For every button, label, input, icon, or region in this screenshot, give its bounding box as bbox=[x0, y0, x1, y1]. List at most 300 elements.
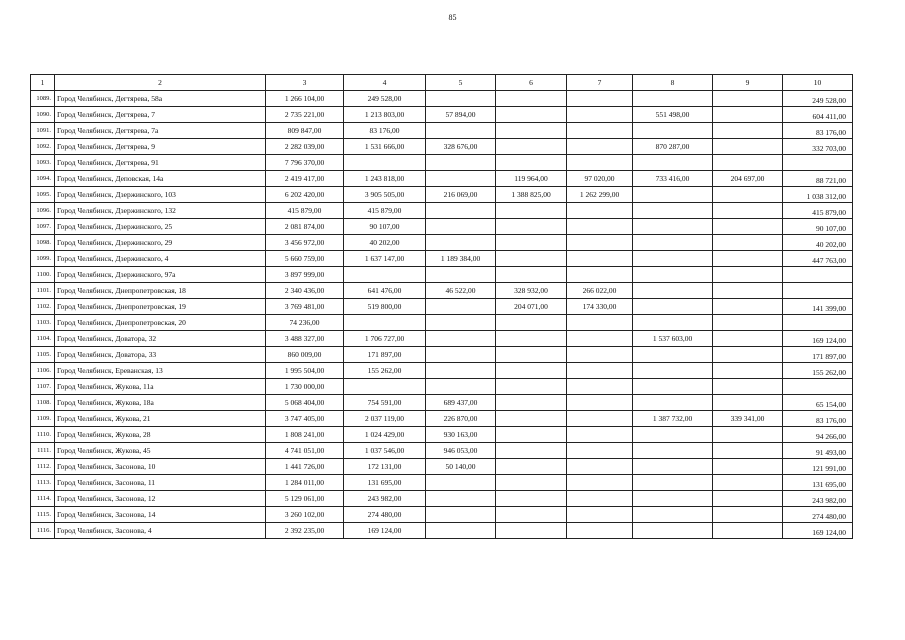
col-8-cell: 551 498,00 bbox=[633, 107, 713, 123]
col-4-cell: 155 262,00 bbox=[344, 363, 426, 379]
col-8-cell bbox=[633, 363, 713, 379]
col-4-cell: 1 706 727,00 bbox=[344, 331, 426, 347]
col-4-cell: 83 176,00 bbox=[344, 123, 426, 139]
col-10-cell: 121 991,00 bbox=[783, 459, 853, 475]
col-7-cell bbox=[567, 331, 633, 347]
col-6-cell: 119 964,00 bbox=[496, 171, 567, 187]
col-10-cell: 447 763,00 bbox=[783, 251, 853, 267]
col-9-cell bbox=[713, 203, 783, 219]
table-row bbox=[31, 251, 853, 267]
col-4-cell: 415 879,00 bbox=[344, 203, 426, 219]
col-6-cell: 1 388 825,00 bbox=[496, 187, 567, 203]
col-10-cell bbox=[783, 267, 853, 283]
col-5-cell bbox=[426, 219, 496, 235]
table-row bbox=[31, 363, 853, 379]
col-7-cell bbox=[567, 107, 633, 123]
col-5-cell bbox=[426, 379, 496, 395]
row-number: 1101. bbox=[31, 283, 55, 299]
col-8-cell bbox=[633, 267, 713, 283]
col-9-cell bbox=[713, 395, 783, 411]
col-8-cell bbox=[633, 443, 713, 459]
col-3-cell: 3 747 405,00 bbox=[266, 411, 344, 427]
col-8-cell: 1 537 603,00 bbox=[633, 331, 713, 347]
col-4-cell: 40 202,00 bbox=[344, 235, 426, 251]
col-8-cell bbox=[633, 219, 713, 235]
col-6-cell bbox=[496, 251, 567, 267]
col-7-cell: 97 020,00 bbox=[567, 171, 633, 187]
col-7-cell bbox=[567, 523, 633, 539]
col-5-cell bbox=[426, 171, 496, 187]
col-3-cell: 2 340 436,00 bbox=[266, 283, 344, 299]
column-header: 5 bbox=[426, 75, 496, 91]
col-5-cell bbox=[426, 235, 496, 251]
col-7-cell bbox=[567, 203, 633, 219]
row-number: 1116. bbox=[31, 523, 55, 539]
col-5-cell bbox=[426, 267, 496, 283]
col-8-cell bbox=[633, 507, 713, 523]
row-number: 1107. bbox=[31, 379, 55, 395]
col-4-cell: 3 905 505,00 bbox=[344, 187, 426, 203]
column-header: 1 bbox=[31, 75, 55, 91]
col-10-cell: 40 202,00 bbox=[783, 235, 853, 251]
address-cell: Город Челябинск, Доватора, 32 bbox=[55, 331, 266, 347]
address-cell: Город Челябинск, Дегтярева, 91 bbox=[55, 155, 266, 171]
col-6-cell bbox=[496, 219, 567, 235]
address-cell: Город Челябинск, Жукова, 21 bbox=[55, 411, 266, 427]
col-10-cell: 155 262,00 bbox=[783, 363, 853, 379]
col-4-cell: 519 800,00 bbox=[344, 299, 426, 315]
row-number: 1115. bbox=[31, 507, 55, 523]
col-10-cell: 249 528,00 bbox=[783, 91, 853, 107]
col-8-cell bbox=[633, 187, 713, 203]
col-8-cell bbox=[633, 283, 713, 299]
address-cell: Город Челябинск, Засонова, 4 bbox=[55, 523, 266, 539]
col-4-cell: 1 213 803,00 bbox=[344, 107, 426, 123]
col-5-cell: 216 069,00 bbox=[426, 187, 496, 203]
table-row bbox=[31, 427, 853, 443]
col-3-cell: 1 284 011,00 bbox=[266, 475, 344, 491]
row-number: 1102. bbox=[31, 299, 55, 315]
table-row bbox=[31, 347, 853, 363]
col-8-cell bbox=[633, 427, 713, 443]
col-6-cell bbox=[496, 91, 567, 107]
address-cell: Город Челябинск, Днепропетровская, 19 bbox=[55, 299, 266, 315]
table-body bbox=[31, 91, 853, 539]
col-7-cell bbox=[567, 123, 633, 139]
table-row bbox=[31, 379, 853, 395]
table-row bbox=[31, 315, 853, 331]
row-number: 1089. bbox=[31, 91, 55, 107]
col-5-cell: 930 163,00 bbox=[426, 427, 496, 443]
row-number: 1105. bbox=[31, 347, 55, 363]
col-7-cell: 266 022,00 bbox=[567, 283, 633, 299]
row-number: 1114. bbox=[31, 491, 55, 507]
address-cell: Город Челябинск, Дзержинского, 4 bbox=[55, 251, 266, 267]
address-cell: Город Челябинск, Засонова, 10 bbox=[55, 459, 266, 475]
col-5-cell: 1 189 384,00 bbox=[426, 251, 496, 267]
col-4-cell: 1 037 546,00 bbox=[344, 443, 426, 459]
col-6-cell bbox=[496, 155, 567, 171]
col-6-cell bbox=[496, 395, 567, 411]
col-7-cell bbox=[567, 315, 633, 331]
col-5-cell bbox=[426, 315, 496, 331]
col-4-cell bbox=[344, 379, 426, 395]
col-5-cell bbox=[426, 363, 496, 379]
col-10-cell: 169 124,00 bbox=[783, 523, 853, 539]
row-number: 1092. bbox=[31, 139, 55, 155]
col-4-cell: 90 107,00 bbox=[344, 219, 426, 235]
col-7-cell bbox=[567, 363, 633, 379]
table-row bbox=[31, 331, 853, 347]
address-cell: Город Челябинск, Дзержинского, 97а bbox=[55, 267, 266, 283]
col-9-cell bbox=[713, 139, 783, 155]
col-7-cell bbox=[567, 219, 633, 235]
row-number: 1096. bbox=[31, 203, 55, 219]
col-9-cell bbox=[713, 363, 783, 379]
col-9-cell bbox=[713, 107, 783, 123]
table-row bbox=[31, 267, 853, 283]
col-10-cell bbox=[783, 283, 853, 299]
col-6-cell bbox=[496, 347, 567, 363]
col-8-cell bbox=[633, 251, 713, 267]
col-4-cell: 274 480,00 bbox=[344, 507, 426, 523]
col-9-cell bbox=[713, 219, 783, 235]
col-4-cell bbox=[344, 315, 426, 331]
col-8-cell bbox=[633, 347, 713, 363]
address-cell: Город Челябинск, Дзержинского, 132 bbox=[55, 203, 266, 219]
col-3-cell: 1 995 504,00 bbox=[266, 363, 344, 379]
col-4-cell: 1 531 666,00 bbox=[344, 139, 426, 155]
col-6-cell: 328 932,00 bbox=[496, 283, 567, 299]
address-cell: Город Челябинск, Жукова, 18а bbox=[55, 395, 266, 411]
col-9-cell bbox=[713, 379, 783, 395]
col-8-cell bbox=[633, 523, 713, 539]
address-cell: Город Челябинск, Засонова, 14 bbox=[55, 507, 266, 523]
row-number: 1103. bbox=[31, 315, 55, 331]
col-6-cell bbox=[496, 363, 567, 379]
col-6-cell bbox=[496, 203, 567, 219]
col-9-cell bbox=[713, 491, 783, 507]
row-number: 1100. bbox=[31, 267, 55, 283]
col-9-cell bbox=[713, 475, 783, 491]
row-number: 1098. bbox=[31, 235, 55, 251]
row-number: 1109. bbox=[31, 411, 55, 427]
col-3-cell: 2 081 874,00 bbox=[266, 219, 344, 235]
col-4-cell: 1 243 818,00 bbox=[344, 171, 426, 187]
col-10-cell: 83 176,00 bbox=[783, 123, 853, 139]
row-number: 1111. bbox=[31, 443, 55, 459]
col-10-cell: 1 038 312,00 bbox=[783, 187, 853, 203]
col-3-cell: 2 392 235,00 bbox=[266, 523, 344, 539]
col-10-cell: 243 982,00 bbox=[783, 491, 853, 507]
col-9-cell bbox=[713, 427, 783, 443]
col-5-cell bbox=[426, 91, 496, 107]
col-8-cell bbox=[633, 155, 713, 171]
address-cell: Город Челябинск, Дегтярева, 58а bbox=[55, 91, 266, 107]
col-8-cell: 1 387 732,00 bbox=[633, 411, 713, 427]
col-6-cell bbox=[496, 379, 567, 395]
col-9-cell bbox=[713, 155, 783, 171]
col-5-cell: 946 053,00 bbox=[426, 443, 496, 459]
col-3-cell: 2 419 417,00 bbox=[266, 171, 344, 187]
col-10-cell: 94 266,00 bbox=[783, 427, 853, 443]
col-9-cell bbox=[713, 347, 783, 363]
row-number: 1113. bbox=[31, 475, 55, 491]
col-6-cell bbox=[496, 411, 567, 427]
col-9-cell bbox=[713, 331, 783, 347]
column-header: 4 bbox=[344, 75, 426, 91]
col-7-cell bbox=[567, 267, 633, 283]
table-row bbox=[31, 155, 853, 171]
address-cell: Город Челябинск, Жукова, 28 bbox=[55, 427, 266, 443]
col-8-cell: 870 287,00 bbox=[633, 139, 713, 155]
col-9-cell bbox=[713, 507, 783, 523]
col-6-cell bbox=[496, 331, 567, 347]
col-6-cell: 204 071,00 bbox=[496, 299, 567, 315]
col-6-cell bbox=[496, 123, 567, 139]
col-3-cell: 3 260 102,00 bbox=[266, 507, 344, 523]
col-3-cell: 1 266 104,00 bbox=[266, 91, 344, 107]
col-5-cell: 57 894,00 bbox=[426, 107, 496, 123]
table-row bbox=[31, 475, 853, 491]
col-3-cell: 7 796 370,00 bbox=[266, 155, 344, 171]
page-number: 85 bbox=[448, 13, 457, 22]
col-3-cell: 2 735 221,00 bbox=[266, 107, 344, 123]
col-4-cell bbox=[344, 267, 426, 283]
table-row bbox=[31, 139, 853, 155]
address-cell: Город Челябинск, Дзержинского, 29 bbox=[55, 235, 266, 251]
table-row bbox=[31, 219, 853, 235]
address-cell: Город Челябинск, Дзержинского, 25 bbox=[55, 219, 266, 235]
row-number: 1091. bbox=[31, 123, 55, 139]
col-3-cell: 74 236,00 bbox=[266, 315, 344, 331]
col-10-cell: 91 493,00 bbox=[783, 443, 853, 459]
col-7-cell bbox=[567, 459, 633, 475]
col-4-cell bbox=[344, 155, 426, 171]
col-3-cell: 809 847,00 bbox=[266, 123, 344, 139]
col-7-cell bbox=[567, 411, 633, 427]
col-7-cell: 1 262 299,00 bbox=[567, 187, 633, 203]
col-6-cell bbox=[496, 427, 567, 443]
col-10-cell bbox=[783, 315, 853, 331]
col-4-cell: 169 124,00 bbox=[344, 523, 426, 539]
col-6-cell bbox=[496, 267, 567, 283]
col-9-cell bbox=[713, 251, 783, 267]
row-number: 1097. bbox=[31, 219, 55, 235]
row-number: 1112. bbox=[31, 459, 55, 475]
col-10-cell bbox=[783, 155, 853, 171]
col-9-cell bbox=[713, 187, 783, 203]
table-row bbox=[31, 395, 853, 411]
col-10-cell: 88 721,00 bbox=[783, 171, 853, 187]
table-row bbox=[31, 235, 853, 251]
col-7-cell bbox=[567, 91, 633, 107]
row-number: 1095. bbox=[31, 187, 55, 203]
col-5-cell: 226 870,00 bbox=[426, 411, 496, 427]
address-cell: Город Челябинск, Ереванская, 13 bbox=[55, 363, 266, 379]
col-3-cell: 1 730 000,00 bbox=[266, 379, 344, 395]
col-3-cell: 5 129 061,00 bbox=[266, 491, 344, 507]
table-row bbox=[31, 91, 853, 107]
column-header: 8 bbox=[633, 75, 713, 91]
col-3-cell: 1 808 241,00 bbox=[266, 427, 344, 443]
col-3-cell: 5 660 759,00 bbox=[266, 251, 344, 267]
row-number: 1090. bbox=[31, 107, 55, 123]
col-5-cell bbox=[426, 123, 496, 139]
col-7-cell bbox=[567, 139, 633, 155]
column-header: 7 bbox=[567, 75, 633, 91]
col-6-cell bbox=[496, 475, 567, 491]
address-cell: Город Челябинск, Засонова, 12 bbox=[55, 491, 266, 507]
col-7-cell: 174 330,00 bbox=[567, 299, 633, 315]
col-10-cell: 83 176,00 bbox=[783, 411, 853, 427]
address-cell: Город Челябинск, Днепропетровская, 18 bbox=[55, 283, 266, 299]
col-8-cell bbox=[633, 91, 713, 107]
column-header: 2 bbox=[55, 75, 266, 91]
col-8-cell bbox=[633, 203, 713, 219]
col-9-cell: 204 697,00 bbox=[713, 171, 783, 187]
col-3-cell: 860 009,00 bbox=[266, 347, 344, 363]
col-5-cell bbox=[426, 491, 496, 507]
col-3-cell: 3 769 481,00 bbox=[266, 299, 344, 315]
col-5-cell bbox=[426, 331, 496, 347]
col-4-cell: 1 024 429,00 bbox=[344, 427, 426, 443]
col-5-cell: 328 676,00 bbox=[426, 139, 496, 155]
col-6-cell bbox=[496, 459, 567, 475]
col-6-cell bbox=[496, 315, 567, 331]
col-4-cell: 2 037 119,00 bbox=[344, 411, 426, 427]
column-header: 9 bbox=[713, 75, 783, 91]
col-3-cell: 415 879,00 bbox=[266, 203, 344, 219]
col-9-cell bbox=[713, 443, 783, 459]
col-7-cell bbox=[567, 443, 633, 459]
col-7-cell bbox=[567, 427, 633, 443]
col-3-cell: 3 488 327,00 bbox=[266, 331, 344, 347]
col-3-cell: 6 202 420,00 bbox=[266, 187, 344, 203]
table-row bbox=[31, 187, 853, 203]
table-row bbox=[31, 443, 853, 459]
col-5-cell bbox=[426, 347, 496, 363]
col-7-cell bbox=[567, 251, 633, 267]
col-7-cell bbox=[567, 379, 633, 395]
col-5-cell bbox=[426, 155, 496, 171]
row-number: 1108. bbox=[31, 395, 55, 411]
col-8-cell: 733 416,00 bbox=[633, 171, 713, 187]
row-number: 1093. bbox=[31, 155, 55, 171]
col-10-cell: 169 124,00 bbox=[783, 331, 853, 347]
table-row bbox=[31, 283, 853, 299]
col-10-cell: 274 480,00 bbox=[783, 507, 853, 523]
col-10-cell: 171 897,00 bbox=[783, 347, 853, 363]
col-7-cell bbox=[567, 155, 633, 171]
col-8-cell bbox=[633, 123, 713, 139]
col-9-cell bbox=[713, 459, 783, 475]
col-5-cell bbox=[426, 203, 496, 219]
col-5-cell bbox=[426, 523, 496, 539]
col-8-cell bbox=[633, 395, 713, 411]
col-6-cell bbox=[496, 107, 567, 123]
col-3-cell: 5 068 404,00 bbox=[266, 395, 344, 411]
col-9-cell: 339 341,00 bbox=[713, 411, 783, 427]
col-4-cell: 754 591,00 bbox=[344, 395, 426, 411]
table-row bbox=[31, 203, 853, 219]
column-header: 10 bbox=[783, 75, 853, 91]
col-9-cell bbox=[713, 235, 783, 251]
table-row bbox=[31, 491, 853, 507]
col-10-cell: 131 695,00 bbox=[783, 475, 853, 491]
col-7-cell bbox=[567, 475, 633, 491]
col-9-cell bbox=[713, 91, 783, 107]
col-10-cell: 90 107,00 bbox=[783, 219, 853, 235]
address-cell: Город Челябинск, Жукова, 11а bbox=[55, 379, 266, 395]
col-7-cell bbox=[567, 395, 633, 411]
address-cell: Город Челябинск, Днепропетровская, 20 bbox=[55, 315, 266, 331]
col-10-cell: 415 879,00 bbox=[783, 203, 853, 219]
col-10-cell: 65 154,00 bbox=[783, 395, 853, 411]
col-6-cell bbox=[496, 235, 567, 251]
col-7-cell bbox=[567, 491, 633, 507]
col-5-cell: 50 140,00 bbox=[426, 459, 496, 475]
col-9-cell bbox=[713, 123, 783, 139]
address-cell: Город Челябинск, Дегтярева, 7 bbox=[55, 107, 266, 123]
row-number: 1104. bbox=[31, 331, 55, 347]
col-10-cell bbox=[783, 379, 853, 395]
col-8-cell bbox=[633, 299, 713, 315]
address-cell: Город Челябинск, Дегтярева, 7а bbox=[55, 123, 266, 139]
col-5-cell: 46 522,00 bbox=[426, 283, 496, 299]
col-3-cell: 4 741 051,00 bbox=[266, 443, 344, 459]
row-number: 1099. bbox=[31, 251, 55, 267]
column-header: 3 bbox=[266, 75, 344, 91]
col-8-cell bbox=[633, 379, 713, 395]
col-5-cell bbox=[426, 299, 496, 315]
col-7-cell bbox=[567, 507, 633, 523]
row-number: 1110. bbox=[31, 427, 55, 443]
data-table bbox=[30, 74, 853, 539]
col-3-cell: 3 897 999,00 bbox=[266, 267, 344, 283]
col-6-cell bbox=[496, 491, 567, 507]
address-cell: Город Челябинск, Деповская, 14а bbox=[55, 171, 266, 187]
col-5-cell bbox=[426, 475, 496, 491]
col-8-cell bbox=[633, 315, 713, 331]
col-9-cell bbox=[713, 523, 783, 539]
column-header: 6 bbox=[496, 75, 567, 91]
col-4-cell: 171 897,00 bbox=[344, 347, 426, 363]
col-6-cell bbox=[496, 139, 567, 155]
col-3-cell: 3 456 972,00 bbox=[266, 235, 344, 251]
col-4-cell: 243 982,00 bbox=[344, 491, 426, 507]
col-10-cell: 604 411,00 bbox=[783, 107, 853, 123]
col-9-cell bbox=[713, 299, 783, 315]
row-number: 1106. bbox=[31, 363, 55, 379]
col-9-cell bbox=[713, 283, 783, 299]
col-8-cell bbox=[633, 491, 713, 507]
address-cell: Город Челябинск, Жукова, 45 bbox=[55, 443, 266, 459]
col-6-cell bbox=[496, 507, 567, 523]
col-4-cell: 1 637 147,00 bbox=[344, 251, 426, 267]
col-7-cell bbox=[567, 347, 633, 363]
table-row bbox=[31, 411, 853, 427]
col-9-cell bbox=[713, 267, 783, 283]
table-header-row bbox=[31, 75, 853, 91]
table-row bbox=[31, 299, 853, 315]
col-8-cell bbox=[633, 235, 713, 251]
address-cell: Город Челябинск, Доватора, 33 bbox=[55, 347, 266, 363]
col-10-cell: 141 399,00 bbox=[783, 299, 853, 315]
col-4-cell: 641 476,00 bbox=[344, 283, 426, 299]
col-6-cell bbox=[496, 443, 567, 459]
table-row bbox=[31, 123, 853, 139]
